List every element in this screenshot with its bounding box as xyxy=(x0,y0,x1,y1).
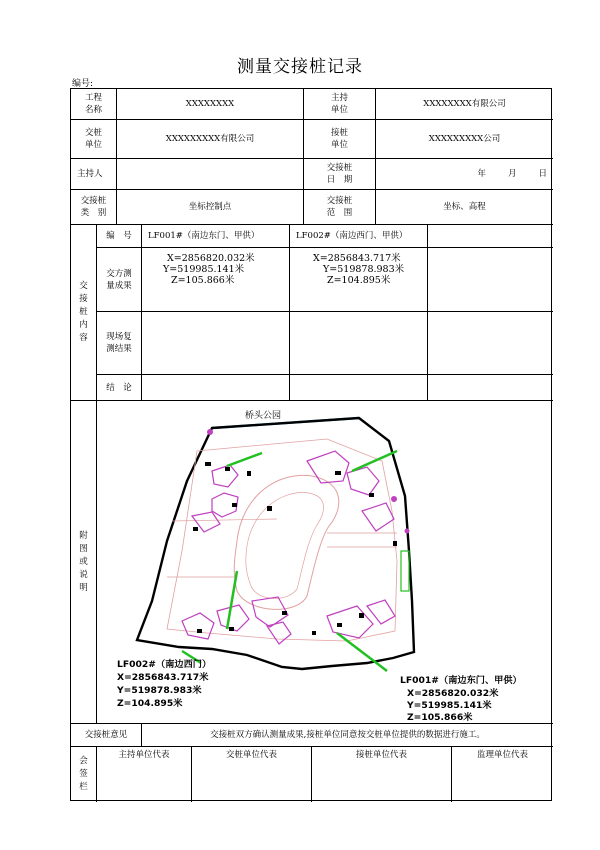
site-boundary xyxy=(137,418,414,669)
lf002-name: LF002#（南边西门） xyxy=(117,659,212,670)
host-unit-value: XXXXXXXX有限公司 xyxy=(423,99,506,109)
point-2-id: LF002#（南边西门、甲供） xyxy=(296,231,408,241)
point-1-id: LF001#（南边东门、甲供） xyxy=(148,231,260,241)
handover-unit-label: 交桩 单位 xyxy=(84,128,102,150)
recheck-label: 现场复 测结果 xyxy=(106,332,132,354)
lf002-z: Z=104.895米 xyxy=(117,698,183,709)
site-road xyxy=(167,439,397,641)
date-value xyxy=(376,159,553,189)
point-2-x: X=2856843.717米 xyxy=(313,253,401,264)
handover-representative: 交桩单位代表 xyxy=(225,750,277,760)
point-1-y: Y=519985.141米 xyxy=(163,264,245,275)
point-2-coordinates xyxy=(299,253,404,286)
receive-representative: 接桩单位代表 xyxy=(355,750,407,760)
receive-unit-label: 接桩 单位 xyxy=(330,128,348,150)
host-unit-label: 主持 单位 xyxy=(330,93,348,115)
point-2-y: Y=519878.983米 xyxy=(323,264,405,275)
type-label: 交接桩 类 别 xyxy=(80,196,107,218)
scope-label: 交接桩 范 围 xyxy=(326,196,353,218)
project-name-label: 工程 名称 xyxy=(84,93,102,115)
scope-value: 坐标、高程 xyxy=(443,202,486,212)
date-month: 月 xyxy=(507,169,517,179)
date-label: 交接桩 日 期 xyxy=(326,163,353,185)
record-form xyxy=(70,88,552,801)
conclusion-label: 结 论 xyxy=(106,382,132,393)
date-year: 年 xyxy=(477,169,486,179)
document-number-label: 编号: xyxy=(72,79,94,89)
lf002-annotation xyxy=(116,658,211,709)
lf001-z: Z=105.866米 xyxy=(407,712,473,723)
host-person-label: 主持人 xyxy=(77,169,103,179)
east-gate-marker xyxy=(405,529,410,534)
lf001-y: Y=519985.141米 xyxy=(407,700,492,711)
lf002-y: Y=519878.983米 xyxy=(117,685,202,696)
east-marker xyxy=(391,496,397,502)
date-day: 日 xyxy=(538,169,547,179)
map-title: 桥头公园 xyxy=(245,411,282,421)
host-representative: 主持单位代表 xyxy=(118,750,170,760)
point-2-z: Z=104.895米 xyxy=(327,275,391,286)
lf002-x: X=2856843.717米 xyxy=(117,672,209,683)
project-name-value: XXXXXXXX xyxy=(185,99,235,109)
host-person-value xyxy=(117,159,303,189)
receive-unit-value: XXXXXXXXX公司 xyxy=(428,134,501,144)
measure-label: 交方测 量成果 xyxy=(106,268,132,291)
point-1-x: X=2856820.032米 xyxy=(167,253,255,264)
signature-section-label: 会 签 栏 xyxy=(79,756,88,792)
number-label: 编 号 xyxy=(106,231,132,241)
point-1-coordinates xyxy=(153,253,255,286)
lf001-name: LF001#（南边东门、甲供） xyxy=(400,675,522,686)
site-plan-map xyxy=(97,401,552,723)
page-title: 测量交接桩记录 xyxy=(237,57,363,77)
type-value: 坐标控制点 xyxy=(188,202,232,212)
handover-unit-value: XXXXXXXXX有限公司 xyxy=(165,134,255,144)
lf001-annotation xyxy=(400,674,522,723)
point-1-z: Z=105.866米 xyxy=(171,275,235,286)
supervisor-representative: 监理单位代表 xyxy=(476,750,528,760)
attachment-section-label: 附 图 或 说 明 xyxy=(79,530,88,593)
central-lawn-inner xyxy=(246,493,324,599)
east-strip xyxy=(401,551,409,591)
north-marker xyxy=(207,429,213,435)
opinion-label: 交接桩意见 xyxy=(84,730,128,740)
lf001-x: X=2856820.032米 xyxy=(407,688,499,699)
content-section-label: 交 接 桩 内 容 xyxy=(79,281,88,343)
opinion-text: 交接桩双方确认测量成果,接桩单位同意按交桩单位提供的数据进行施工。 xyxy=(210,730,485,740)
